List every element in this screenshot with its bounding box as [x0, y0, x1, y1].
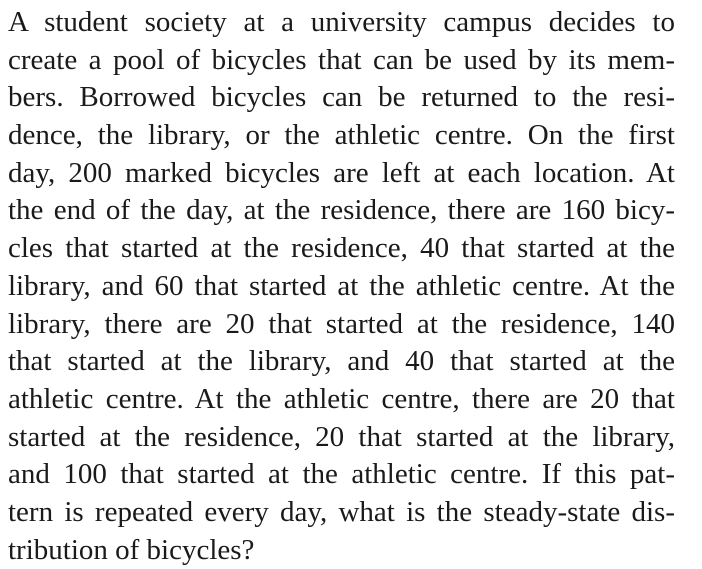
problem-line: library, there are 20 that started at the residence, 140: [8, 307, 675, 340]
problem-line: dence, the library, or the athletic centre. On the first: [8, 119, 675, 152]
problem-line: athletic centre. At the athletic centre, there are 20 that: [8, 382, 675, 415]
problem-line: tribution of bicycles?: [8, 533, 255, 566]
problem-line: bers. Borrowed bicycles can be returned to the resi-: [8, 81, 675, 114]
problem-text: [8, 4, 698, 569]
problem-line: the end of the day, at the residence, there are 160 bicy-: [8, 194, 675, 227]
problem-line: library, and 60 that started at the athletic centre. At the: [8, 269, 675, 302]
problem-line: cles that started at the residence, 40 that started at the: [8, 232, 675, 265]
problem-line: create a pool of bicycles that can be used by its mem-: [8, 43, 675, 76]
problem-line: day, 200 marked bicycles are left at each location. At: [8, 156, 675, 189]
problem-line: that started at the library, and 40 that started at the: [8, 345, 675, 378]
problem-line: started at the residence, 20 that started at the library,: [8, 420, 675, 453]
problem-line: and 100 that started at the athletic centre. If this pat-: [8, 458, 675, 491]
problem-line: tern is repeated every day, what is the steady-state dis-: [8, 495, 675, 528]
problem-line: A student society at a university campus decides to: [8, 6, 675, 38]
